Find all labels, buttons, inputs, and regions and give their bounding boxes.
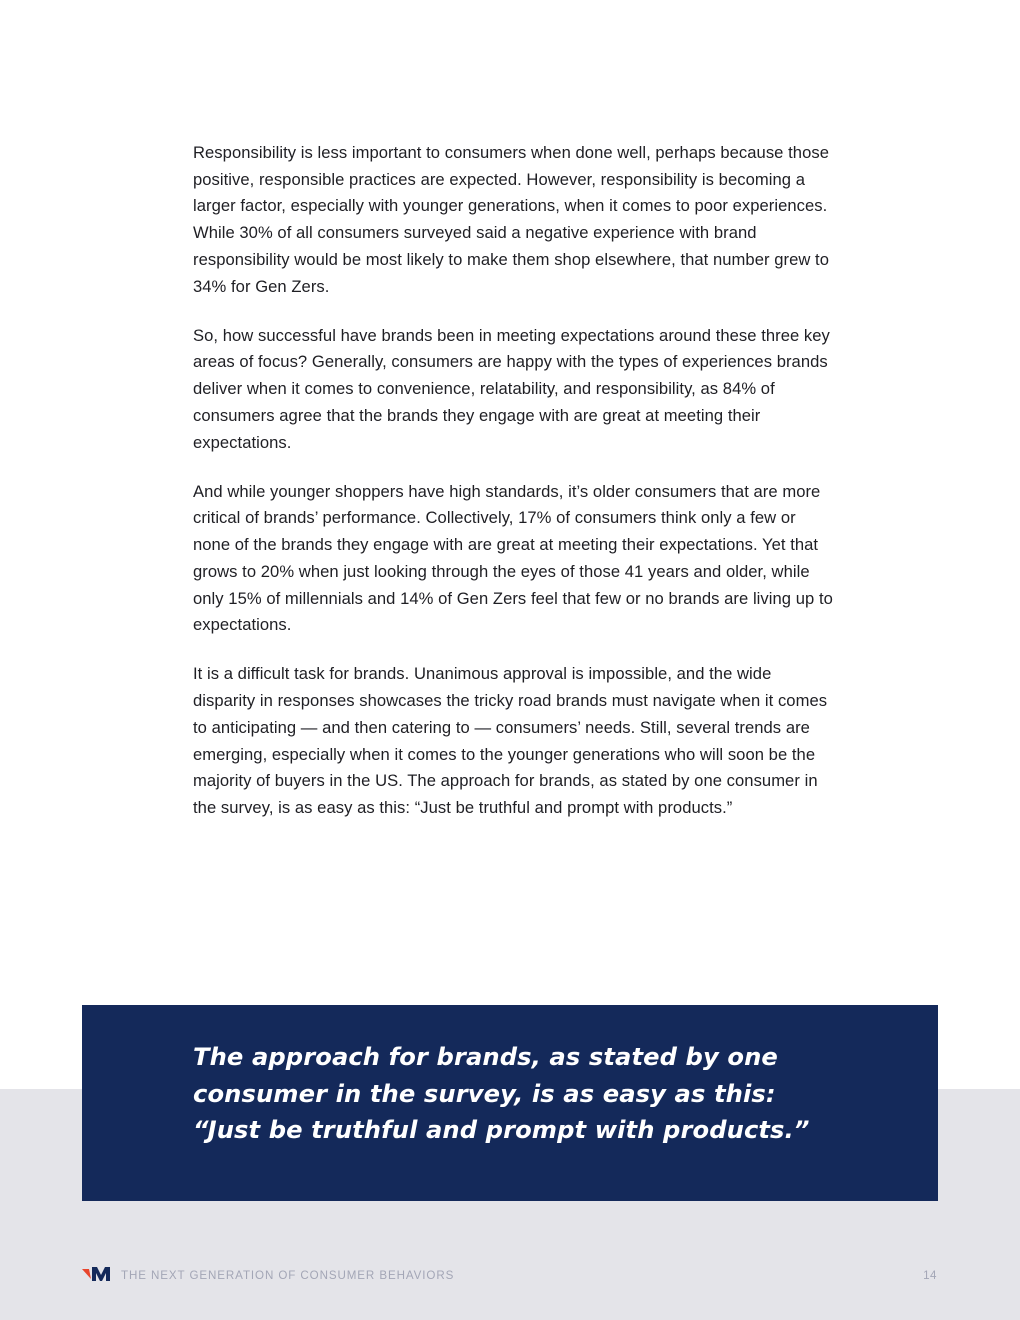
pull-quote-box: [82, 1005, 938, 1201]
page-number: 14: [923, 1269, 937, 1282]
page-footer: [82, 1264, 938, 1286]
paragraph: So, how successful have brands been in meeting expectations around these three key areas of focus? Generally, consumers are happy with the types of experiences brands deliver when it comes to convenience, relatability, and responsibility, as 84% of consumers agree that the brands they engage with are great at meeting their expectations.: [193, 325, 830, 452]
footer-title: THE NEXT GENERATION OF CONSUMER BEHAVIORS: [121, 1269, 455, 1282]
paragraph: It is a difficult task for brands. Unanimous approval is impossible, and the wide disparity in responses showcases the tricky road brands must navigate when it comes to anticipating — and then catering to — consumers’ needs. Still, several trends are emerging, especially when it comes to the younger generations who will soon be the majority of buyers in the US. The approach for brands, as stated by one consumer in the survey, is as easy as this: “Just be truthful and prompt with products.”: [193, 664, 828, 817]
paragraph: And while younger shoppers have high standards, it’s older consumers that are more critical of brands’ performance. Collectively, 17% of consumers think only a few or none of the brands they engage with are great at meeting their expectations. Yet that grows to 20% when just looking through the eyes of those 41 years and older, while only 15% of millennials and 14% of Gen Zers feel that few or no brands are living up to expectations.: [193, 481, 833, 635]
m-brand-logo-icon: [82, 1265, 112, 1283]
body-text: [193, 140, 833, 844]
paragraph: Responsibility is less important to consumers when done well, perhaps because those positive, responsible practices are expected. However, responsibility is becoming a larger factor, especially with younger generations, when it comes to poor experiences. While 30% of all consumers surveyed said a negative experience with brand responsibility would be most likely to make them shop elsewhere, that number grew to 34% for Gen Zers.: [193, 143, 829, 296]
pull-quote-text: The approach for brands, as stated by one consumer in the survey, is as easy as this: “Just be truthful and prompt with products.”: [193, 1043, 810, 1145]
